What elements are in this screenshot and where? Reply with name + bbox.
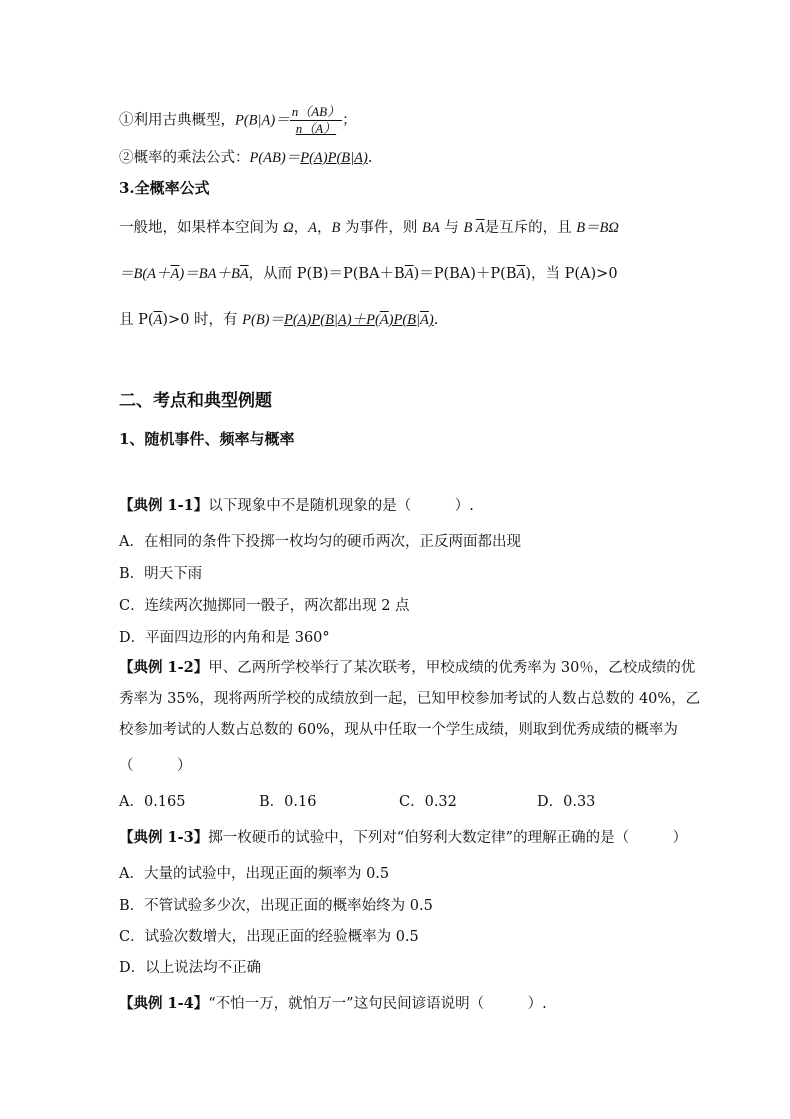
example-tag: 【典例 1-4】 (119, 995, 209, 1012)
topic1-title: 1、随机事件、频率与概率 (119, 430, 295, 448)
text: 是互斥的，且 (484, 220, 577, 236)
formula-lhs: P(B)＝ (242, 312, 285, 328)
total-prob-line3 (119, 310, 438, 330)
text: 与 (439, 220, 464, 236)
example-1-3-question (119, 828, 687, 848)
var-b: B (331, 220, 341, 236)
text: ＝B(A＋ (119, 266, 171, 282)
omega: Ω (283, 220, 294, 236)
text: ， (316, 220, 332, 236)
total-prob-line1 (119, 218, 619, 238)
var-a-complement: $\overline{A}$ (153, 312, 163, 328)
formula1-suffix: ； (342, 112, 357, 129)
text: )，当 P(A)>0 (525, 266, 618, 282)
formula2-suffix: . (367, 150, 373, 166)
formula1-numerator: n（AB） (291, 104, 341, 119)
text: )＝P(BA)＋P(B (413, 266, 517, 282)
text: )＝BA＋B (179, 266, 240, 282)
text: 且 P( (119, 312, 154, 328)
var-b: B (463, 220, 476, 236)
example-tag: 【典例 1-3】 (119, 829, 209, 846)
option-a: A．0.165 (119, 794, 186, 810)
option-b: B．不管试验多少次，出现正面的概率始终为 0.5 (119, 898, 433, 914)
option-c: C．0.32 (399, 794, 457, 810)
var-a-complement: $\overline{A}$ (420, 312, 429, 328)
example-1-2-line4: （ ） (119, 758, 192, 774)
text: . (433, 312, 439, 328)
formula-rhs-part: ) (428, 312, 434, 328)
total-prob-line2 (119, 264, 618, 284)
formula2-lhs: P(AB)＝ (249, 150, 301, 166)
question-text: “不怕一万，就怕万一”这句民间谚语说明（ ）. (208, 996, 547, 1012)
section3-title: 3.全概率公式 (119, 179, 210, 197)
var-a-complement: $\overline{A}$ (516, 266, 526, 282)
example-1-2-line2: 秀率为 35%，现将两所学校的成绩放到一起，已知甲校参加考试的人数占总数的 40%，乙 (119, 691, 701, 707)
option-c: C．试验次数增大，出现正面的经验概率为 0.5 (119, 929, 419, 945)
question-text: 掷一枚硬币的试验中，下列对“伯努利大数定律”的理解正确的是（ ） (208, 830, 688, 846)
option-b: B．明天下雨 (119, 566, 203, 582)
text: 为事件，则 (340, 220, 423, 236)
equation: B＝BΩ (576, 220, 619, 236)
option-d: D．0.33 (537, 794, 596, 810)
formula2-rhs: P(A)P(B|A) (300, 150, 368, 166)
var-a-complement: $\overline{A}$ (404, 266, 414, 282)
formula-multiplication (119, 148, 372, 168)
example-1-2-line1 (119, 658, 695, 678)
var-a-complement: $\overline{A}$ (379, 312, 389, 328)
formula-classical-probability (119, 104, 357, 137)
example-tag: 【典例 1-1】 (119, 497, 209, 514)
formula1-denominator: n（A） (295, 121, 337, 136)
example-1-1-question (119, 496, 474, 516)
formula1-prefix: ①利用古典概型， (119, 112, 235, 129)
question-text: 甲、乙两所学校举行了某次联考，甲校成绩的优秀率为 30％，乙校成绩的优 (208, 660, 696, 676)
var-a-complement: $\overline{A}$ (170, 266, 180, 282)
text: 一般地，如果样本空间为 (119, 220, 284, 236)
option-d: D．平面四边形的内角和是 360° (119, 630, 330, 646)
var-a-complement: $\overline{A}$ (239, 266, 249, 282)
formula2-prefix: ②概率的乘法公式： (119, 150, 250, 166)
example-1-2-options (119, 792, 595, 812)
section2-title: 二、考点和典型例题 (119, 391, 272, 411)
text: )>0 时，有 (162, 312, 243, 328)
option-b: B．0.16 (259, 794, 317, 810)
text: ， (293, 220, 309, 236)
option-c: C．连续两次抛掷同一骰子，两次都出现 2 点 (119, 598, 410, 614)
text: ，从而 P(B)＝P(BA＋B (248, 266, 405, 282)
option-d: D．以上说法均不正确 (119, 960, 262, 976)
var-ba: BA (422, 220, 440, 236)
var-a-complement: $\overline{A}$ (475, 220, 485, 236)
var-a: A (308, 220, 317, 236)
question-text: 以下现象中不是随机现象的是（ ）. (208, 498, 474, 514)
formula1-fraction (290, 104, 342, 137)
example-1-2-line3: 校参加考试的人数占总数的 60%，现从中任取一个学生成绩，则取到优秀成绩的概率为 (119, 722, 678, 738)
formula-rhs-part: )P(B| (388, 312, 421, 328)
example-1-4-question (119, 994, 547, 1014)
formula1-lhs: P(B|A)＝ (235, 112, 290, 129)
formula-rhs-part: P(A)P(B|A)＋P( (284, 312, 380, 328)
example-tag: 【典例 1-2】 (119, 659, 209, 676)
option-a: A．在相同的条件下投掷一枚均匀的硬币两次，正反两面都出现 (119, 534, 521, 550)
option-a: A．大量的试验中，出现正面的频率为 0.5 (119, 866, 390, 882)
